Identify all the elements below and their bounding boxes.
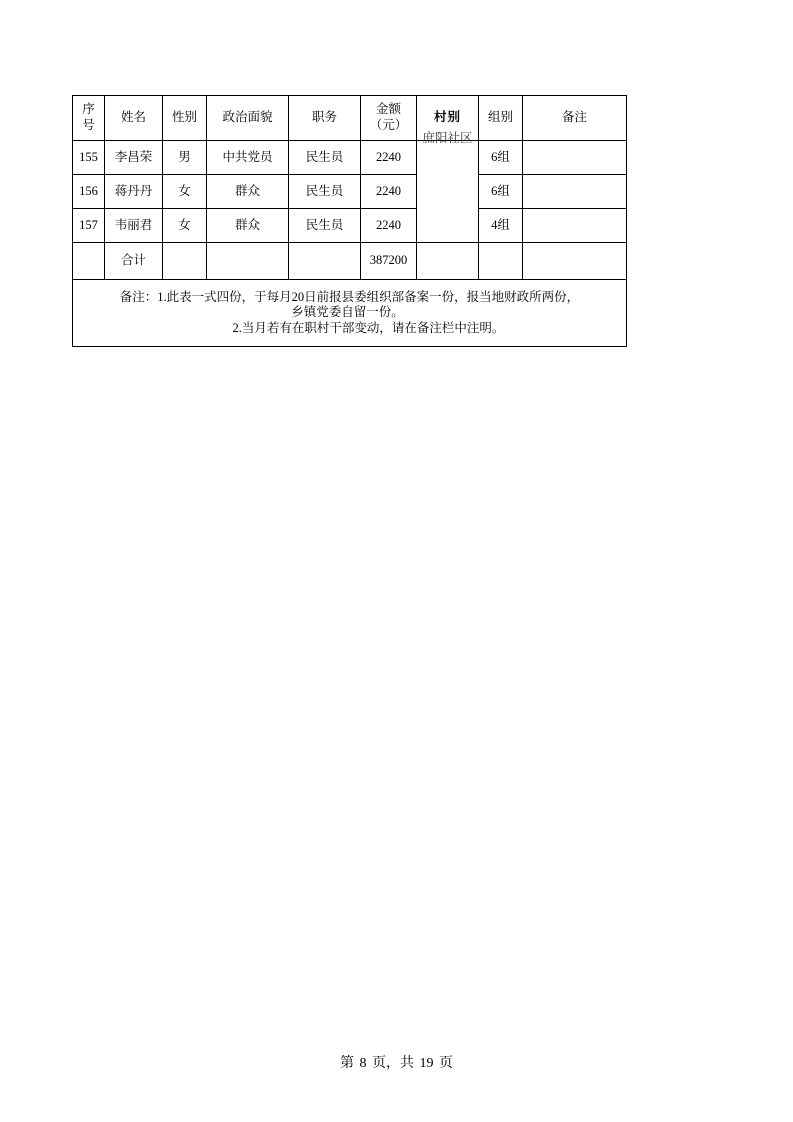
cell-name: 李昌荣	[105, 141, 163, 175]
page-footer	[0, 1052, 793, 1072]
total-label: 合计	[105, 243, 163, 280]
cell-sex: 女	[163, 175, 207, 209]
cell-politics: 中共党员	[207, 141, 289, 175]
table-total-row	[73, 243, 627, 280]
salary-table-container	[72, 95, 626, 347]
cell-seq: 156	[73, 175, 105, 209]
footer-prefix: 第	[340, 1056, 354, 1071]
cell-amount: 2240	[361, 175, 417, 209]
total-cell-amount: 387200	[361, 243, 417, 280]
cell-note	[523, 141, 627, 175]
footer-total-pages: 19	[419, 1056, 434, 1071]
remark-line-3: 2.当月若有在职村干部变动，请在备注栏中注明。	[232, 320, 505, 335]
cell-seq: 155	[73, 141, 105, 175]
table-row	[73, 141, 627, 175]
total-cell-sex	[163, 243, 207, 280]
total-cell-village	[417, 243, 479, 280]
table-remark-row	[73, 280, 627, 347]
cell-seq: 157	[73, 209, 105, 243]
village-name-text: 庶阳社区	[422, 131, 473, 145]
header-cell-group: 组别	[479, 96, 523, 141]
header-amount-line1: 金额	[375, 102, 401, 117]
cell-politics: 群众	[207, 175, 289, 209]
cell-job: 民生员	[289, 175, 361, 209]
footer-middle: 页，共	[372, 1056, 414, 1071]
cell-group: 6组	[479, 141, 523, 175]
remark-cell	[73, 280, 627, 347]
cell-group: 6组	[479, 175, 523, 209]
table-header-row	[73, 96, 627, 141]
header-cell-note: 备注	[523, 96, 627, 141]
footer-page-number: 8	[359, 1056, 367, 1071]
total-cell-politics	[207, 243, 289, 280]
cell-village	[417, 131, 479, 243]
total-cell-seq	[73, 243, 105, 280]
remark-line-2: 乡镇党委自留一份。	[291, 305, 404, 320]
header-cell-amount	[361, 96, 417, 141]
header-seq-line1: 序	[82, 102, 95, 117]
footer-suffix: 页	[439, 1056, 453, 1071]
cell-job: 民生员	[289, 141, 361, 175]
cell-job: 民生员	[289, 209, 361, 243]
table-row	[73, 175, 627, 209]
header-cell-politics: 政治面貌	[207, 96, 289, 141]
total-cell-job	[289, 243, 361, 280]
cell-sex: 女	[163, 209, 207, 243]
cell-amount: 2240	[361, 141, 417, 175]
total-cell-group	[479, 243, 523, 280]
village-cadre-salary-table	[72, 95, 627, 347]
header-cell-job: 职务	[289, 96, 361, 141]
total-cell-note	[523, 243, 627, 280]
header-amount-line2: （元）	[369, 118, 408, 132]
cell-politics: 群众	[207, 209, 289, 243]
header-cell-seq	[73, 96, 105, 141]
header-seq-line2: 号	[82, 118, 95, 132]
header-cell-name: 姓名	[105, 96, 163, 141]
cell-name: 蒋丹丹	[105, 175, 163, 209]
remark-line-1: 备注：1.此表一式四份，于每月20日前报县委组织部备案一份，报当地财政所两份，	[119, 289, 580, 304]
cell-group: 4组	[479, 209, 523, 243]
header-cell-village: 村别	[417, 96, 479, 141]
cell-name: 韦丽君	[105, 209, 163, 243]
header-cell-sex: 性别	[163, 96, 207, 141]
cell-note	[523, 175, 627, 209]
cell-note	[523, 209, 627, 243]
cell-amount: 2240	[361, 209, 417, 243]
cell-sex: 男	[163, 141, 207, 175]
table-row	[73, 209, 627, 243]
